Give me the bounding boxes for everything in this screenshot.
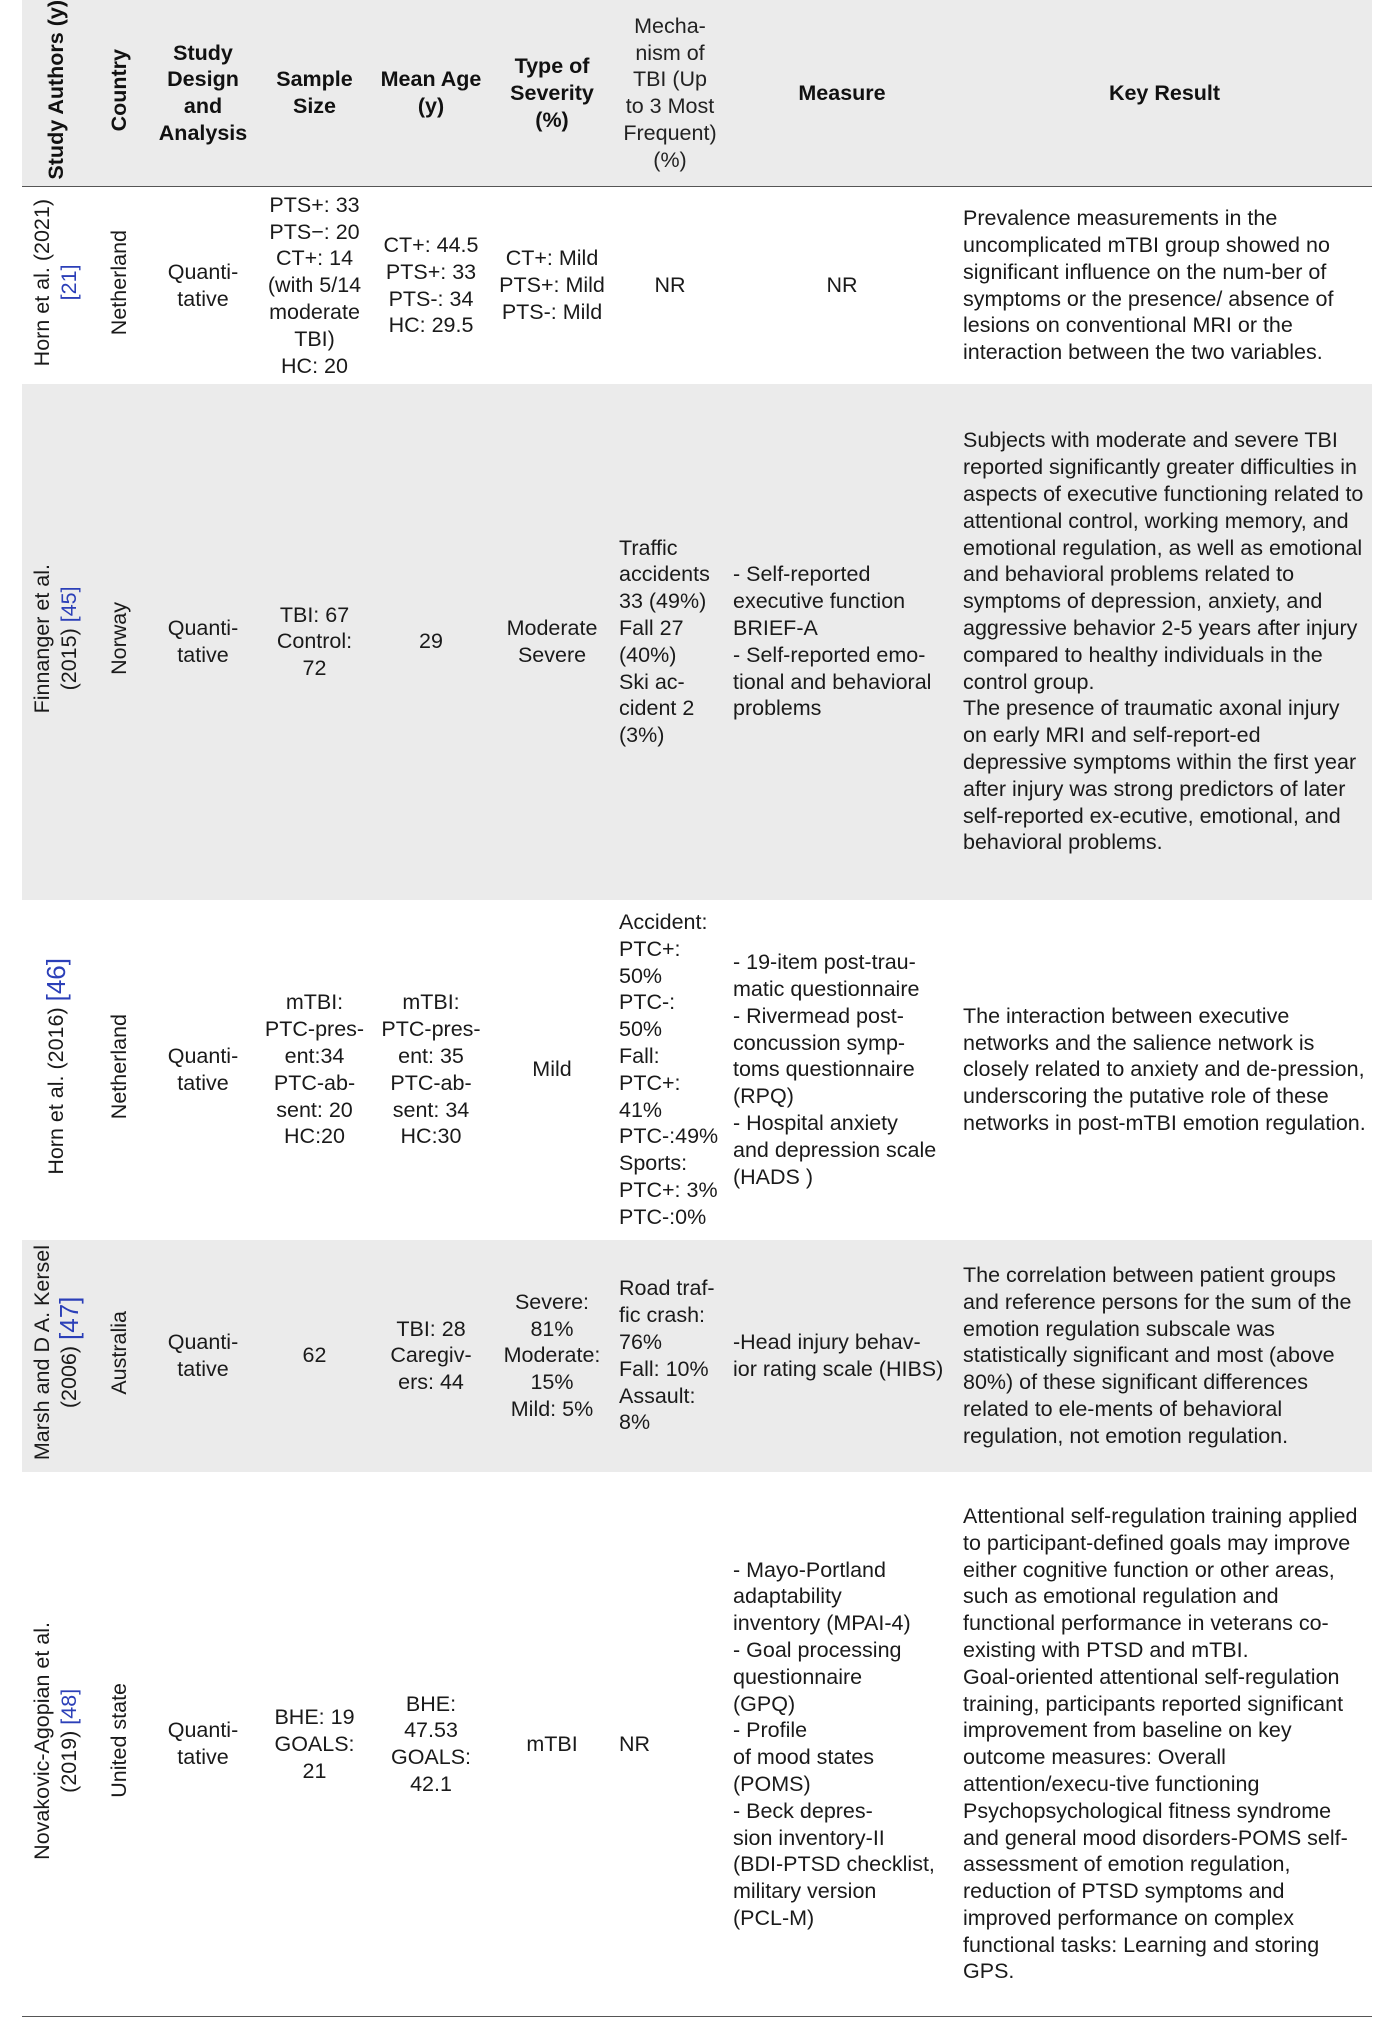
cell-author: Novakovic-Agopian et al. (2019) [48] <box>30 1621 81 1860</box>
cell-mechanism: Road traf- fic crash: 76% Fall: 10% Assault: 8% <box>619 1276 715 1435</box>
cell-sample: PTS+: 33 PTS−: 20 CT+: 14 (with 5/14 moderate TBI) HC: 20 <box>267 192 362 378</box>
cell-measure: -Head injury behav- ior rating scale (HIBS) <box>733 1330 944 1381</box>
cell-mechanism: Accident: PTC+: 50% PTC-: 50% Fall: PTC+: 41% PTC-:49% Sports: PTC+: 3% PTC-:0% <box>619 910 719 1229</box>
cell-age: CT+: 44.5 PTS+: 33 PTS-: 34 HC: 29.5 <box>383 233 479 338</box>
header-sample: Sample Size <box>276 67 353 119</box>
cell-severity: mTBI <box>526 1731 578 1756</box>
cell-age: TBI: 28 Caregiv- ers: 44 <box>390 1316 472 1395</box>
cell-result: Prevalence measurements in the uncomplicated mTBI group showed no significant influence on the num-ber of symptoms or the presence/ absence of lesions on conventional MRI or the interaction between the two variables. <box>963 206 1334 365</box>
studies-table <box>22 0 1372 2017</box>
header-authors: Study Authors (y) <box>43 0 68 180</box>
cell-author: Finnanger et al. (2015) [45] <box>30 563 81 714</box>
cell-sample: mTBI: PTC-pres- ent:34 PTC-ab- sent: 20 HC:20 <box>264 990 365 1149</box>
cell-measure: - Self-reported executive function BRIEF-A - Self-reported emo- tional and behavioral problems <box>733 562 932 721</box>
table-row <box>22 1240 1372 1472</box>
cell-age: BHE: 47.53 GOALS: 42.1 <box>390 1691 472 1796</box>
table-row <box>22 1472 1372 2017</box>
table-row <box>22 187 1372 384</box>
cell-measure: - Mayo-Portland adaptability inventory (MPAI-4) - Goal processing questionnaire (GPQ) - Profile of mood states (POMS) - Beck depres- sion inventory-II (BDI-PTSD checklist, military version (PCL-M) <box>733 1557 935 1930</box>
cell-mechanism: NR <box>654 273 686 298</box>
header-measure: Measure <box>798 80 886 105</box>
cell-severity: Severe: 81% Moderate: 15% Mild: 5% <box>503 1289 601 1422</box>
cell-design: Quanti- tative <box>167 1718 239 1770</box>
cell-country: Netherland <box>106 229 131 335</box>
cell-author: Horn et al. (2021) [21] <box>30 198 81 366</box>
header-severity: Type of Severity (%) <box>510 53 594 132</box>
cell-measure: - 19-item post-trau- matic questionnaire - Rivermead post- concussion symp- toms questionnaire (RPQ) - Hospital anxiety and depression scale (HADS ) <box>733 950 937 1189</box>
header-design: Study Design and Analysis <box>158 40 248 145</box>
cell-design: Quanti- tative <box>167 1044 239 1095</box>
cell-author: Marsh and D A. Kersel (2006) [47] <box>30 1244 84 1461</box>
cell-sample: BHE: 19 GOALS: 21 <box>274 1704 355 1783</box>
cell-age: 29 <box>419 629 443 654</box>
cell-author: Horn et al. (2016) [46] <box>40 958 71 1175</box>
cell-country: Australia <box>106 1310 131 1395</box>
reference-link[interactable]: [47] <box>54 1296 84 1341</box>
cell-country: Netherland <box>106 1013 131 1120</box>
cell-design: Quanti- tative <box>167 1330 239 1381</box>
table-row <box>22 900 1372 1240</box>
cell-age: mTBI: PTC-pres- ent: 35 PTC-ab- sent: 34 HC:30 <box>381 990 481 1149</box>
cell-mechanism: Traffic accidents 33 (49%) Fall 27 (40%) Ski ac- cident 2 (3%) <box>619 535 710 748</box>
header-mechanism: Mecha- nism of TBI (Up to 3 Most Frequent) (%) <box>623 13 717 172</box>
table-row <box>22 384 1372 900</box>
cell-measure: NR <box>826 273 858 298</box>
cell-severity: Mild <box>532 1057 572 1082</box>
cell-severity: Moderate Severe <box>506 616 598 667</box>
cell-design: Quanti- tative <box>167 259 239 311</box>
cell-mechanism: NR <box>619 1731 651 1756</box>
reference-link[interactable]: [48] <box>57 1688 81 1725</box>
reference-link[interactable]: [45] <box>57 586 81 623</box>
cell-country: United state <box>106 1683 131 1799</box>
cell-result: Attentional self-regulation training applied to participant-defined goals may improve either cognitive function or other areas, such as emotional regulation and functional performance in veterans co-existing with PTSD and mTBI. Goal-oriented attentional self-regulation training, participants reported significant improvement from baseline on key outcome measures: Overall attention/execu-tive functioning Psychopsychological fitness syndrome and general mood disorders-POMS self-assessment of emotion regulation, reduction of PTSD symptoms and improved performance on complex functional tasks: Learning and storing GPS. <box>963 1503 1358 1984</box>
header-row <box>22 0 1372 187</box>
header-result: Key Result <box>1108 80 1221 105</box>
cell-sample: 62 <box>302 1343 327 1368</box>
cell-result: Subjects with moderate and severe TBI reported significantly greater difficulties in aspects of executive functioning related to attentional control, working memory, and emotional regulation, as well as emotional and behavioral problems related to symptoms of depression, anxiety, and aggressive behavior 2-5 years after injury compared to healthy individuals in the control group. The presence of traumatic axonal injury on early MRI and self-report-ed depressive symptoms within the first year after injury was strong predictors of later self-reported ex-ecutive, emotional, and behavioral problems. <box>963 428 1364 855</box>
cell-result: The correlation between patient groups and reference persons for the sum of the emotion regulation subscale was statistically significant and most (above 80%) of these significant differences related to ele-ments of behavioral regulation, not emotion regulation. <box>963 1263 1352 1448</box>
cell-severity: CT+: Mild PTS+: Mild PTS-: Mild <box>499 246 605 324</box>
cell-country: Norway <box>106 602 131 675</box>
reference-link[interactable]: [46] <box>40 958 71 1002</box>
header-age: Mean Age (y) <box>380 67 482 119</box>
cell-result: The interaction between executive networks and the salience network is closely related to anxiety and de-pression, underscoring the putative role of these networks in post-mTBI emotion regulation. <box>963 1003 1366 1136</box>
cell-sample: TBI: 67 Control: 72 <box>276 602 353 681</box>
reference-link[interactable]: [21] <box>57 264 81 301</box>
cell-design: Quanti- tative <box>167 616 239 667</box>
header-country: Country <box>106 48 131 131</box>
